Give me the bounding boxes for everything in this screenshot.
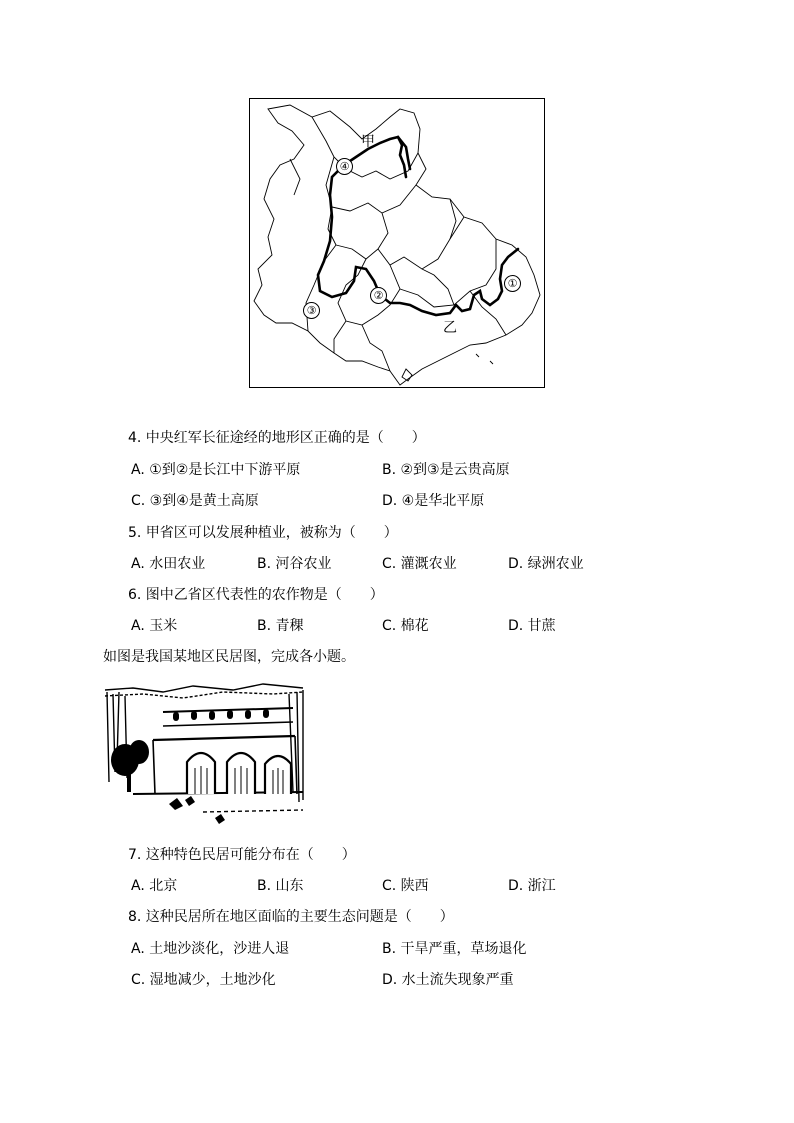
question-6-option-a[interactable]: A. 玉米 <box>131 618 178 634</box>
marker-4: ④ <box>336 158 353 175</box>
question-4-option-d[interactable]: D. ④是华北平原 <box>382 493 485 509</box>
question-4-option-b[interactable]: B. ②到③是云贵高原 <box>382 462 510 478</box>
question-5-option-a[interactable]: A. 水田农业 <box>131 556 206 572</box>
question-8-stem: 8. 这种民居所在地区面临的主要生态问题是（ ） <box>128 909 454 925</box>
question-4-option-c[interactable]: C. ③到④是黄土高原 <box>131 493 259 509</box>
question-5-option-d[interactable]: D. 绿洲农业 <box>508 556 584 572</box>
question-7-option-d[interactable]: D. 浙江 <box>508 878 556 894</box>
map-border <box>254 105 540 385</box>
question-4-stem: 4. 中央红军长征途经的地形区正确的是（ ） <box>128 430 426 446</box>
label-jia: 甲 <box>361 134 375 150</box>
question-8-option-c[interactable]: C. 湿地减少，土地沙化 <box>131 972 276 988</box>
question-8-option-d[interactable]: D. 水土流失现象严重 <box>382 972 514 988</box>
question-6-option-c[interactable]: C. 棉花 <box>382 618 429 634</box>
question-7-option-b[interactable]: B. 山东 <box>257 878 304 894</box>
question-6-option-b[interactable]: B. 青稞 <box>257 618 304 634</box>
question-6-option-d[interactable]: D. 甘蔗 <box>508 618 556 634</box>
question-7-stem: 7. 这种特色民居可能分布在（ ） <box>128 847 356 863</box>
cave-dwelling-illustration <box>103 682 305 828</box>
question-6-stem: 6. 图中乙省区代表性的农作物是（ ） <box>128 587 384 603</box>
marker-3: ③ <box>303 302 320 319</box>
map-outline <box>250 99 545 388</box>
question-4-option-a[interactable]: A. ①到②是长江中下游平原 <box>131 462 301 478</box>
question-8-option-a[interactable]: A. 土地沙淡化，沙进人退 <box>131 941 290 957</box>
question-8-option-b[interactable]: B. 干旱严重，草场退化 <box>382 941 527 957</box>
question-5-stem: 5. 甲省区可以发展种植业，被称为（ ） <box>128 525 398 541</box>
section-intro: 如图是我国某地区民居图，完成各小题。 <box>103 649 355 665</box>
question-5-option-c[interactable]: C. 灌溉农业 <box>382 556 457 572</box>
label-yi: 乙 <box>443 320 457 336</box>
question-7-option-c[interactable]: C. 陕西 <box>382 878 429 894</box>
question-7-option-a[interactable]: A. 北京 <box>131 878 178 894</box>
marker-2: ② <box>370 287 387 304</box>
question-5-option-b[interactable]: B. 河谷农业 <box>257 556 332 572</box>
route-map <box>249 98 545 388</box>
marker-1: ① <box>504 275 521 292</box>
